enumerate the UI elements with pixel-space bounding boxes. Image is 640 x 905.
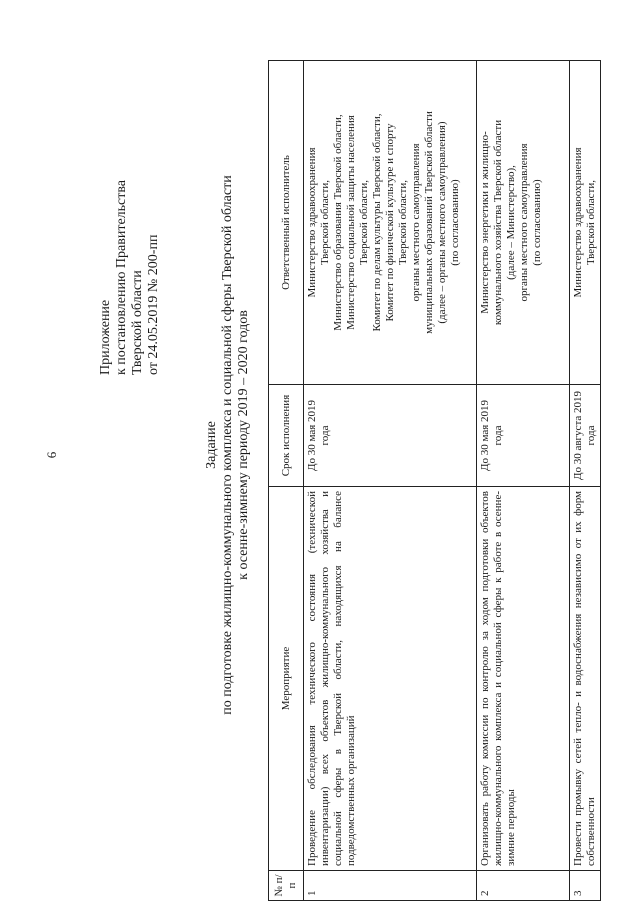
row-num: 3 xyxy=(570,871,601,901)
row-num: 1 xyxy=(304,871,477,901)
title-line: Задание xyxy=(204,421,219,469)
responsible-line: Тверской области, xyxy=(397,180,409,266)
appendix-line: Тверской области xyxy=(130,270,145,375)
table-row xyxy=(304,61,477,901)
row-responsible xyxy=(477,61,570,385)
appendix-line: от 24.05.2019 № 200-пп xyxy=(146,234,161,375)
task-table xyxy=(268,60,601,901)
row-num: 2 xyxy=(477,871,570,901)
responsible-line: Министерство здравоохранения xyxy=(306,147,318,298)
row-responsible xyxy=(570,61,601,385)
responsible-line: (далее – органы местного самоуправления) xyxy=(436,121,448,324)
row-activity: Организовать работу комиссии по контролю за ходом подготовки объектов жилищно-коммунального комплекса и социальной сферы к работе в осенне-зимние периоды xyxy=(477,487,570,871)
table-row xyxy=(570,61,601,901)
appendix-block xyxy=(98,155,162,375)
document-title xyxy=(204,165,252,725)
responsible-line: Министерство энергетики и жилищно- xyxy=(479,131,491,314)
title-line: по подготовке жилищно-коммунального комплекса и социальной сферы Тверской области xyxy=(220,175,235,715)
responsible-line: муниципальных образований Тверской области xyxy=(423,111,435,334)
header-num: № п/п xyxy=(269,871,304,901)
appendix-line: Приложение xyxy=(98,299,113,375)
responsible-line: (далее – Министерство), xyxy=(505,165,517,280)
title-line: к осенне-зимнему периоду 2019 – 2020 годов xyxy=(236,310,251,580)
responsible-line: органы местного самоуправления xyxy=(410,143,422,302)
header-responsible: Ответственный исполнитель xyxy=(269,61,304,385)
row-activity: Провести промывку сетей тепло- и водоснабжения независимо от их форм собственности xyxy=(570,487,601,871)
header-activity: Мероприятие xyxy=(269,487,304,871)
responsible-line: Тверской области, xyxy=(585,180,597,266)
responsible-line: (по согласованию) xyxy=(449,179,461,266)
table-row xyxy=(477,61,570,901)
header-term: Срок исполнения xyxy=(269,385,304,487)
responsible-line: Комитет по физической культуре и спорту xyxy=(384,123,396,322)
responsible-line: Тверской области, xyxy=(358,180,370,266)
responsible-line: Министерство социальной защиты населения xyxy=(345,115,357,330)
table-header-row xyxy=(269,61,304,901)
row-term: До 30 мая 2019 года xyxy=(477,385,570,487)
row-activity: Проведение обследования технического состояния (технической инвентаризации) всех объектов жилищно-коммунального хозяйства и социальной сферы в Тверской области, находящихся на балансе подведомственных организаций xyxy=(304,487,477,871)
row-term: До 30 мая 2019 года xyxy=(304,385,477,487)
responsible-line: коммунального хозяйства Тверской области xyxy=(492,119,504,326)
responsible-line: Комитет по делам культуры Тверской области, xyxy=(371,113,383,332)
responsible-line: (по согласованию) xyxy=(531,179,543,266)
responsible-line: Министерство здравоохранения xyxy=(572,147,584,298)
row-responsible xyxy=(304,61,477,385)
responsible-line: органы местного самоуправления xyxy=(518,143,530,302)
page-number: 6 xyxy=(44,451,59,459)
row-term: До 30 августа 2019 года xyxy=(570,385,601,487)
appendix-line: к постановлению Правительства xyxy=(114,179,129,375)
responsible-line: Министерство образования Тверской области, xyxy=(332,114,344,331)
responsible-line: Тверской области, xyxy=(319,180,331,266)
